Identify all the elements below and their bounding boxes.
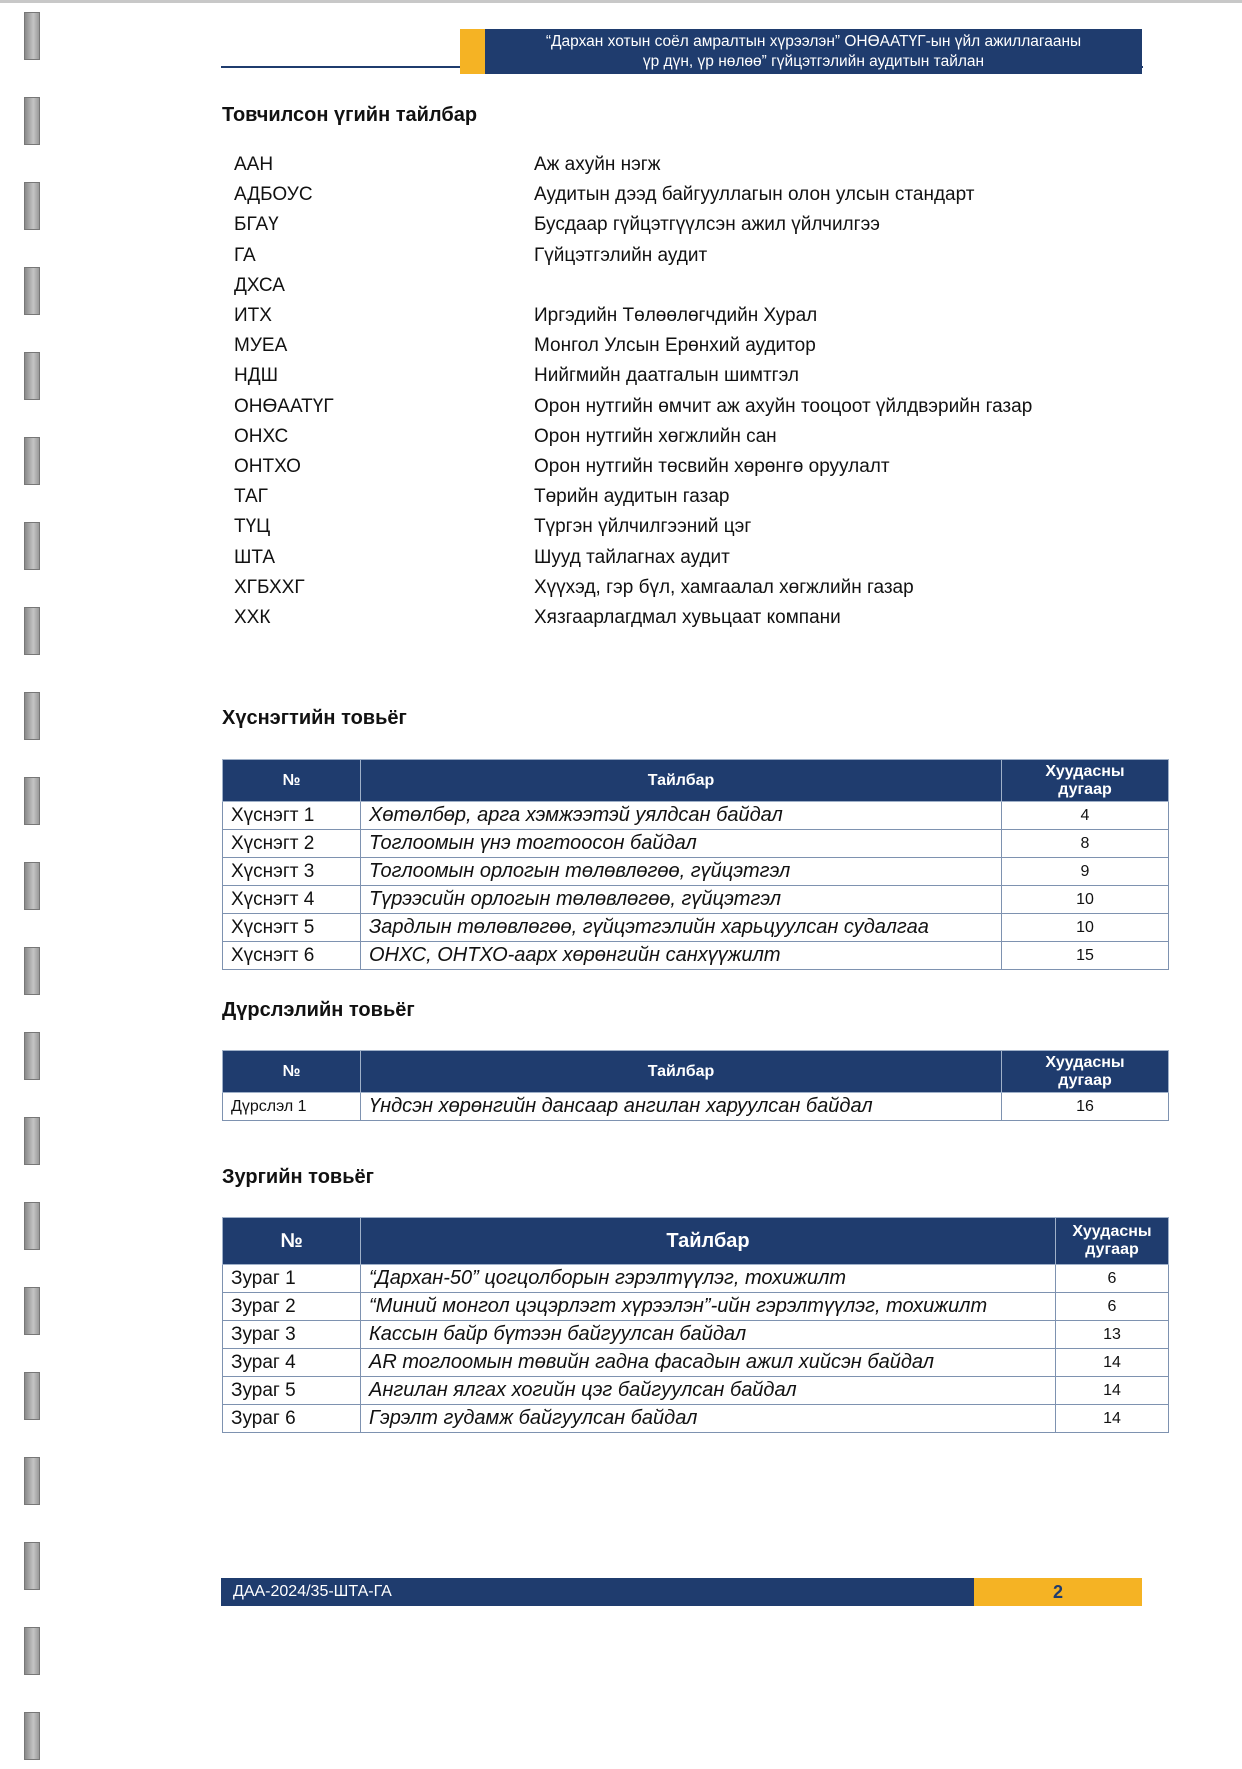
row-number: Хүснэгт 4	[223, 886, 361, 914]
abbreviation-description: Орон нутгийн хөгжлийн сан	[534, 425, 777, 447]
row-number: Зураг 3	[223, 1321, 361, 1349]
col-header-page-line1: Хуудасны	[1072, 1223, 1152, 1240]
table-row	[223, 1405, 1169, 1433]
col-header-page	[1002, 1051, 1169, 1093]
abbreviation-row	[222, 361, 1142, 391]
binding-tile	[24, 1287, 40, 1335]
binding-tile	[24, 97, 40, 145]
row-description: Хөтөлбөр, арга хэмжээтэй уялдсан байдал	[361, 802, 1002, 830]
binding-tile	[24, 1117, 40, 1165]
abbreviation-code: ШТА	[234, 546, 276, 568]
row-number: Хүснэгт 5	[223, 914, 361, 942]
pictures-index-title: Зургийн товьёг	[222, 1166, 374, 1188]
abbreviations-title: Товчилсон үгийн тайлбар	[222, 104, 478, 126]
row-number: Зураг 2	[223, 1293, 361, 1321]
page-top-edge	[0, 0, 1242, 3]
abbreviation-row	[222, 210, 1142, 240]
abbreviation-row	[222, 392, 1142, 422]
row-number: Зураг 1	[223, 1265, 361, 1293]
binding-tile	[24, 522, 40, 570]
row-number: Хүснэгт 3	[223, 858, 361, 886]
row-description: Тоглоомын үнэ тогтоосон байдал	[361, 830, 1002, 858]
abbreviation-code: АДБОУС	[234, 184, 313, 206]
col-header-page	[1002, 760, 1169, 802]
abbreviation-row	[222, 180, 1142, 210]
abbreviation-row	[222, 422, 1142, 452]
abbreviation-code: БГАҮ	[234, 214, 279, 236]
row-number: Хүснэгт 2	[223, 830, 361, 858]
row-page-number: 10	[1002, 914, 1169, 942]
abbreviation-code: ДХСА	[234, 274, 285, 296]
abbreviation-row	[222, 150, 1142, 180]
table-row	[223, 886, 1169, 914]
binding-tile	[24, 777, 40, 825]
binding-tile	[24, 1627, 40, 1675]
abbreviation-code: ААН	[234, 154, 274, 176]
row-description: “Миний монгол цэцэрлэгт хүрээлэн”-ийн гэрэлтүүлэг, тохижилт	[361, 1293, 1056, 1321]
col-header-no: №	[223, 1051, 361, 1093]
row-number: Хүснэгт 6	[223, 942, 361, 970]
binding-tile	[24, 1542, 40, 1590]
figures-index-body	[223, 1093, 1169, 1121]
abbreviations-list	[222, 150, 1142, 633]
col-header-page-line2: дугаар	[1058, 780, 1112, 798]
table-row	[223, 1377, 1169, 1405]
abbreviation-row	[222, 482, 1142, 512]
row-page-number: 14	[1056, 1405, 1169, 1433]
binding-tile	[24, 1372, 40, 1420]
binding-strip	[24, 0, 44, 1769]
col-header-desc: Тайлбар	[361, 1051, 1002, 1093]
row-page-number: 13	[1056, 1321, 1169, 1349]
abbreviation-description: Орон нутгийн төсвийн хөрөнгө оруулалт	[534, 455, 890, 477]
abbreviation-description: Гүйцэтгэлийн аудит	[534, 244, 708, 266]
row-description: Үндсэн хөрөнгийн дансаар ангилан харуулсан байдал	[361, 1093, 1002, 1121]
header-line-2: үр дүн, үр нөлөө” гүйцэтгэлийн аудитын тайлан	[642, 53, 985, 70]
row-page-number: 16	[1002, 1093, 1169, 1121]
abbreviation-code: МУЕА	[234, 335, 288, 357]
table-row	[223, 1265, 1169, 1293]
abbreviation-description: Орон нутгийн өмчит аж ахуйн тооцоот үйлдвэрийн газар	[534, 395, 1033, 417]
row-number: Хүснэгт 1	[223, 802, 361, 830]
binding-tile	[24, 437, 40, 485]
header-line-1: “Дархан хотын соёл амралтын хүрээлэн” ОНӨААТҮГ-ын үйл ажиллагааны	[545, 33, 1082, 50]
abbreviation-description: Нийгмийн даатгалын шимтгэл	[534, 365, 799, 387]
abbreviation-code: ИТХ	[234, 305, 272, 327]
abbreviation-description: Аж ахуйн нэгж	[534, 154, 661, 176]
abbreviation-description: Аудитын дээд байгууллагын олон улсын стандарт	[534, 184, 975, 206]
abbreviation-code: ОНТХО	[234, 455, 301, 477]
abbreviation-row	[222, 512, 1142, 542]
table-row	[223, 1093, 1169, 1121]
row-description: Кассын байр бүтээн байгуулсан байдал	[361, 1321, 1056, 1349]
abbreviation-description: Хүүхэд, гэр бүл, хамгаалал хөгжлийн газар	[534, 576, 914, 598]
table-row	[223, 942, 1169, 970]
binding-tile	[24, 692, 40, 740]
figures-index-table	[222, 1050, 1169, 1121]
abbreviation-description: Шууд тайлагнах аудит	[534, 546, 730, 568]
row-page-number: 10	[1002, 886, 1169, 914]
row-description: “Дархан-50” цогцолборын гэрэлтүүлэг, тохижилт	[361, 1265, 1056, 1293]
binding-tile	[24, 182, 40, 230]
col-header-desc: Тайлбар	[361, 760, 1002, 802]
row-description: Түрээсийн орлогын төлөвлөгөө, гүйцэтгэл	[361, 886, 1002, 914]
binding-tile	[24, 1202, 40, 1250]
abbreviation-code: ТАГ	[234, 486, 268, 508]
row-page-number: 14	[1056, 1377, 1169, 1405]
col-header-desc: Тайлбар	[361, 1218, 1056, 1265]
row-description: Гэрэлт гудамж байгуулсан байдал	[361, 1405, 1056, 1433]
table-row	[223, 858, 1169, 886]
report-header	[485, 29, 1142, 74]
abbreviation-description: Түргэн үйлчилгээний цэг	[534, 516, 752, 538]
row-number: Зураг 5	[223, 1377, 361, 1405]
row-page-number: 6	[1056, 1293, 1169, 1321]
row-page-number: 6	[1056, 1265, 1169, 1293]
abbreviation-description: Хязгаарлагдмал хувьцаат компани	[534, 606, 841, 628]
abbreviation-description: Иргэдийн Төлөөлөгчдийн Хурал	[534, 305, 818, 327]
tables-index-title: Хүснэгтийн товьёг	[222, 707, 407, 729]
col-header-page-line1: Хуудасны	[1045, 762, 1125, 780]
row-description: ОНХС, ОНТХО-аарх хөрөнгийн санхүүжилт	[361, 942, 1002, 970]
binding-tile	[24, 607, 40, 655]
abbreviation-row	[222, 573, 1142, 603]
row-description: AR тоглоомын төвийн гадна фасадын ажил хийсэн байдал	[361, 1349, 1056, 1377]
abbreviation-row	[222, 241, 1142, 271]
table-row	[223, 1349, 1169, 1377]
row-number: Зураг 6	[223, 1405, 361, 1433]
row-page-number: 4	[1002, 802, 1169, 830]
abbreviation-code: ТҮЦ	[234, 516, 271, 538]
binding-tile	[24, 1712, 40, 1760]
col-header-page-line2: дугаар	[1085, 1241, 1139, 1258]
col-header-no: №	[223, 760, 361, 802]
figures-index-title: Дүрслэлийн товьёг	[222, 999, 415, 1021]
abbreviation-row	[222, 452, 1142, 482]
abbreviation-code: ХХК	[234, 606, 271, 628]
abbreviation-row	[222, 542, 1142, 572]
row-number: Зураг 4	[223, 1349, 361, 1377]
table-row	[223, 802, 1169, 830]
pictures-index-table	[222, 1217, 1169, 1433]
tables-index-body	[223, 802, 1169, 970]
abbreviation-description: Бусдаар гүйцэтгүүлсэн ажил үйлчилгээ	[534, 214, 880, 236]
binding-tile	[24, 12, 40, 60]
abbreviation-row	[222, 301, 1142, 331]
table-row	[223, 1293, 1169, 1321]
row-number: Дүрслэл 1	[223, 1093, 361, 1121]
row-page-number: 9	[1002, 858, 1169, 886]
row-description: Зардлын төлөвлөгөө, гүйцэтгэлийн харьцуулсан судалгаа	[361, 914, 1002, 942]
col-header-page-line1: Хуудасны	[1045, 1053, 1125, 1071]
binding-tile	[24, 352, 40, 400]
row-page-number: 15	[1002, 942, 1169, 970]
abbreviation-row	[222, 331, 1142, 361]
binding-tile	[24, 862, 40, 910]
tables-index-table	[222, 759, 1169, 970]
binding-tile	[24, 267, 40, 315]
row-description: Тоглоомын орлогын төлөвлөгөө, гүйцэтгэл	[361, 858, 1002, 886]
table-row	[223, 830, 1169, 858]
row-page-number: 14	[1056, 1349, 1169, 1377]
abbreviation-code: ОНӨААТҮГ	[234, 395, 334, 417]
abbreviation-code: НДШ	[234, 365, 279, 387]
pictures-index-body	[223, 1265, 1169, 1433]
col-header-no: №	[223, 1218, 361, 1265]
footer-code: ДАА-2024/35-ШТА-ГА	[221, 1578, 974, 1606]
header-accent	[460, 29, 485, 74]
abbreviation-code: ОНХС	[234, 425, 289, 447]
col-header-page	[1056, 1218, 1169, 1265]
abbreviation-row	[222, 271, 1142, 301]
footer-page-number: 2	[974, 1578, 1142, 1606]
table-row	[223, 1321, 1169, 1349]
abbreviation-code: ГА	[234, 244, 256, 266]
abbreviation-code: ХГБХХГ	[234, 576, 305, 598]
binding-tile	[24, 1032, 40, 1080]
binding-tile	[24, 1457, 40, 1505]
abbreviation-description: Монгол Улсын Ерөнхий аудитор	[534, 335, 816, 357]
table-row	[223, 914, 1169, 942]
col-header-page-line2: дугаар	[1058, 1071, 1112, 1089]
binding-tile	[24, 947, 40, 995]
row-description: Ангилан ялгах хогийн цэг байгуулсан байдал	[361, 1377, 1056, 1405]
abbreviation-description: Төрийн аудитын газар	[534, 486, 730, 508]
abbreviation-row	[222, 603, 1142, 633]
row-page-number: 8	[1002, 830, 1169, 858]
